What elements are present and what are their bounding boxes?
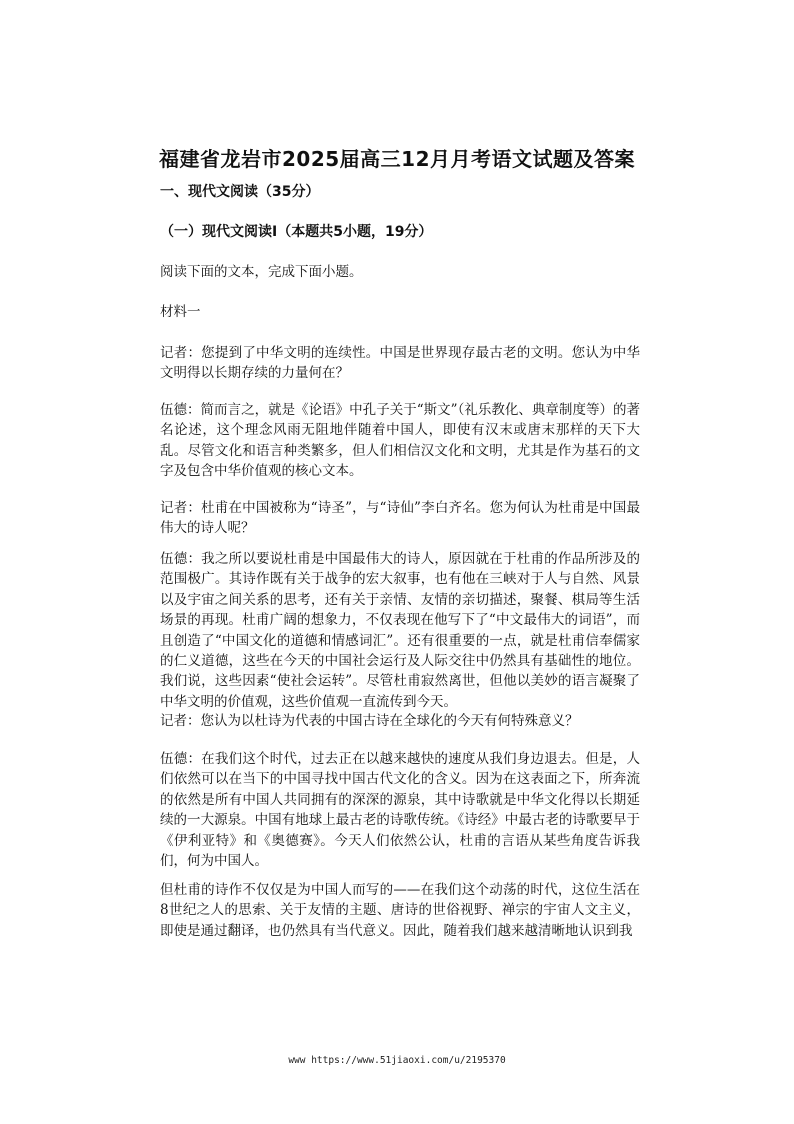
paragraph-continuation: 但杜甫的诗作不仅仅是为中国人而写的——在我们这个动荡的时代，这位生活在8世纪之人的思索、关于友情的主题、唐诗的世俗视野、禅宗的宇宙人文主义，即使是通过翻译，也仍然具有当代意义。因此，随着我们越来越清晰地认识到我 [160,882,640,939]
section-heading: 一、现代文阅读（35分） [160,184,320,200]
paragraph-answer-3: 伍德：在我们这个时代，过去正在以越来越快的速度从我们身边退去。但是，人们依然可以在当下的中国寻找中国古代文化的含义。因为在这表面之下，所奔流的依然是所有中国人共同拥有的深深的源泉，其中诗歌就是中华文化得以长期延续的一大源泉。中国有地球上最古老的诗歌传统。《诗经》中最古老的诗歌要早于《伊利亚特》和《奥德赛》。今天人们依然公认，杜甫的言语从某些角度告诉我们，何为中国人。 [160,751,640,870]
subsection-heading: （一）现代文阅读Ⅰ（本题共5小题，19分） [160,224,433,240]
document-title: 福建省龙岩市2025届高三12月月考语文试题及答案 [159,147,635,171]
reading-instruction: 阅读下面的文本，完成下面小题。 [160,264,363,280]
paragraph-question-3: 记者：您认为以杜诗为代表的中国古诗在全球化的今天有何特殊意义？ [160,713,579,729]
footer-watermark-url: www https://www.51jiaoxi.com/u/2195370 [288,1055,506,1066]
paragraph-question-1: 记者：您提到了中华文明的连续性。中国是世界现存最古老的文明。您认为中华文明得以长期存续的力量何在？ [160,345,640,382]
paragraph-answer-2: 伍德：我之所以要说杜甫是中国最伟大的诗人，原因就在于杜甫的作品所涉及的范围极广。其诗作既有关于战争的宏大叙事，也有他在三峡对于人与自然、风景以及宇宙之间关系的思考，还有关于亲情、友情的亲切描述，聚餐、棋局等生活场景的再现。杜甫广阔的想象力，不仅表现在他写下了“中文最伟大的词语”，而且创造了“中国文化的道德和情感词汇”。还有很重要的一点，就是杜甫信奉儒家的仁义道德，这些在今天的中国社会运行及人际交往中仍然具有基础性的地位。我们说，这些因素“使社会运转”。尽管杜甫寂然离世，但他以美妙的语言凝聚了中华文明的价值观，这些价值观一直流传到今天。 [160,551,640,710]
material-label: 材料一 [160,304,201,320]
paragraph-answer-1: 伍德：简而言之，就是《论语》中孔子关于“斯文”（礼乐教化、典章制度等）的著名论述，这个理念风雨无阻地伴随着中国人，即使有汉末或唐末那样的天下大乱。尽管文化和语言种类繁多，但人们相信汉文化和文明，尤其是作为基石的文字及包含中华价值观的核心文本。 [160,402,640,480]
paragraph-question-2: 记者：杜甫在中国被称为“诗圣”，与“诗仙”李白齐名。您为何认为杜甫是中国最伟大的诗人呢？ [160,500,640,537]
